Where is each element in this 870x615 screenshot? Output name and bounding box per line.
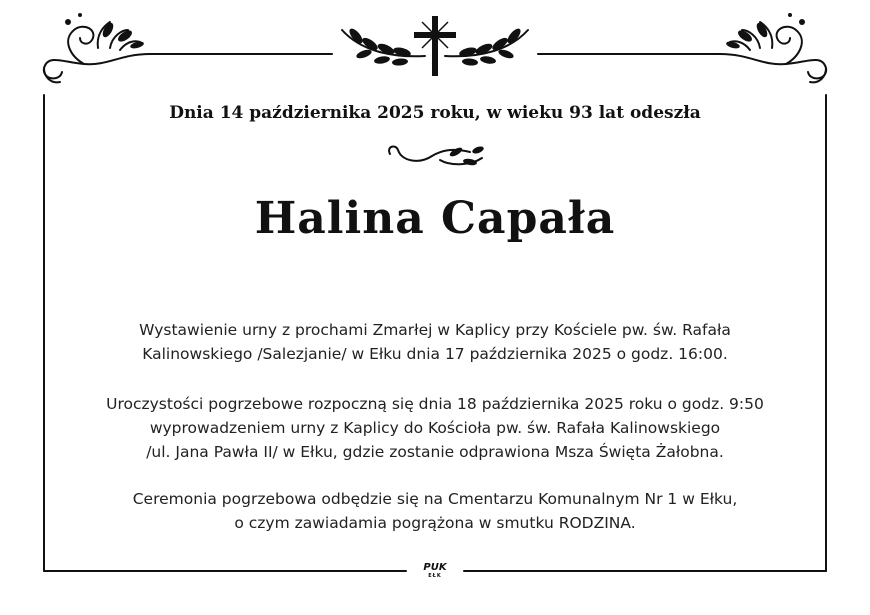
paragraph-line: Uroczystości pogrzebowe rozpoczną się dnia 18 października 2025 roku o godz. 9:50 [106, 395, 764, 413]
paragraph-line: Wystawienie urny z prochami Zmarłej w Kaplicy przy Kościele pw. św. Rafała [139, 321, 731, 339]
leaf-swirl-divider-icon [389, 145, 485, 166]
paragraph-line: wyprowadzeniem urny z Kaplicy do Kościoła pw. św. Rafała Kalinowskiego [149, 419, 721, 437]
paragraph-line: Ceremonia pogrzebowa odbędzie się na Cmentarzu Komunalnym Nr 1 w Ełku, [132, 490, 738, 508]
deceased-name: Halina Capała [254, 193, 616, 244]
flourish-corner-right-icon [720, 13, 826, 82]
paragraph-line: /ul. Jana Pawła II/ w Ełku, gdzie zostanie odprawiona Msza Święta Żałobna. [146, 443, 724, 461]
notice-headline: Dnia 14 października 2025 roku, w wieku 93 lat odeszła [169, 103, 701, 123]
puk-logo [414, 563, 456, 579]
paragraph-line: o czym zawiadamia pogrążona w smutku RODZINA. [234, 514, 636, 532]
logo-main-text: PUK [423, 562, 447, 573]
cross-with-laurel-icon [342, 16, 528, 76]
flourish-corner-left-icon [44, 13, 150, 82]
paragraph-burial [60, 487, 810, 535]
paragraph-urn-viewing [60, 318, 810, 366]
paragraph-funeral-mass [60, 392, 810, 464]
logo-sub-text: EŁK [428, 573, 442, 579]
paragraph-line: Kalinowskiego /Salezjanie/ w Ełku dnia 17 października 2025 o godz. 16:00. [142, 345, 728, 363]
